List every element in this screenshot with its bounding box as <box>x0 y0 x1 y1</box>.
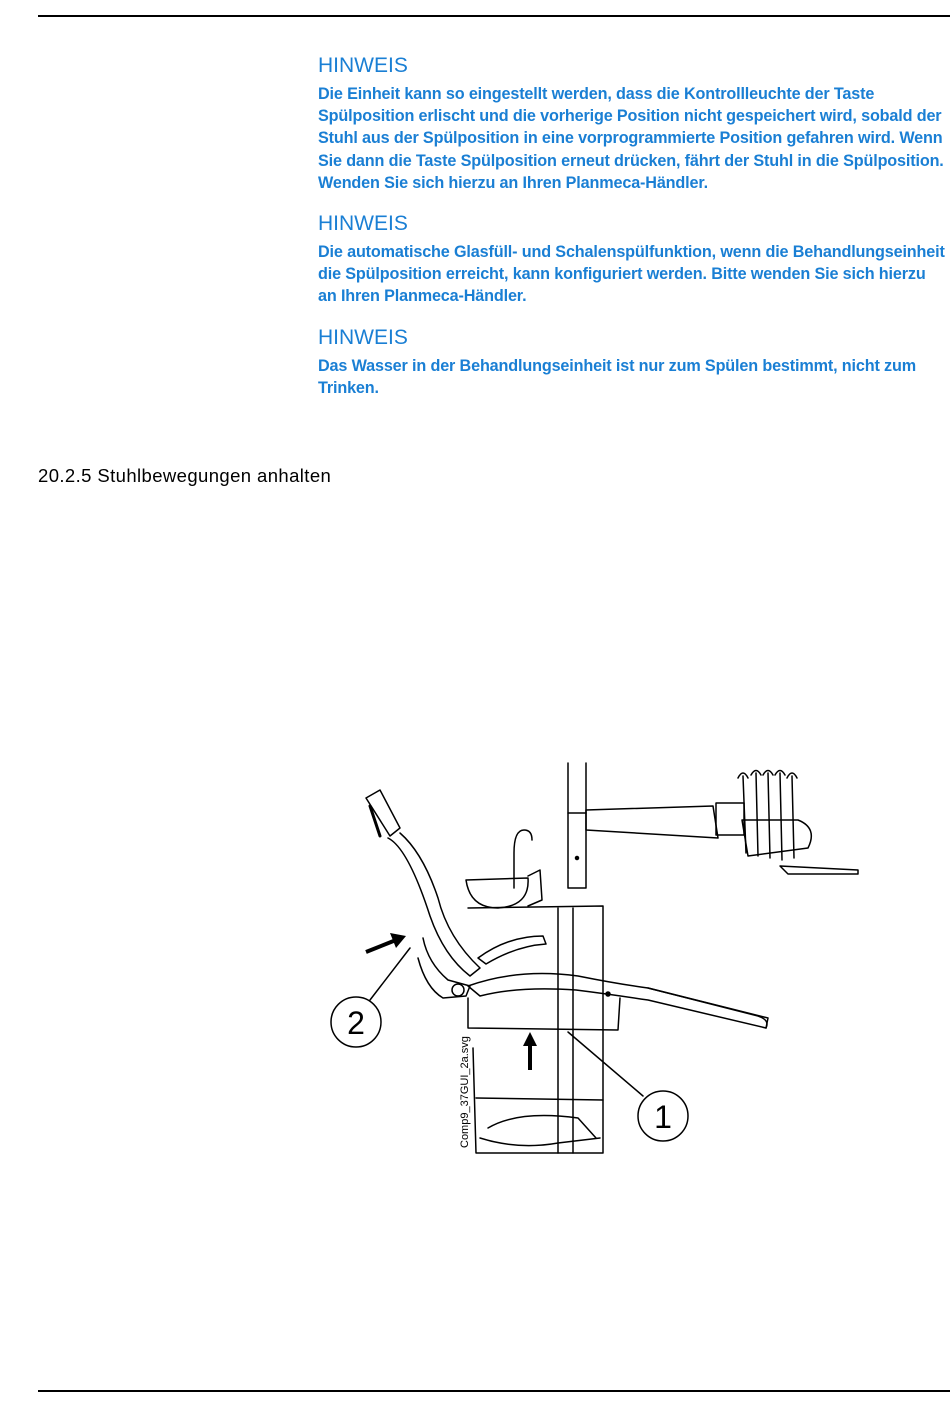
spittoon-mount <box>528 870 542 906</box>
note-text: Das Wasser in der Behandlungseinheit ist nur zum Spülen bestimmt, nicht zum Trinken. <box>318 356 916 397</box>
holder-block <box>716 803 744 835</box>
instrument-hoses <box>743 773 794 860</box>
seat-indicator <box>606 992 610 996</box>
arrow-seat-head <box>523 1032 537 1046</box>
bottom-rule <box>38 1390 950 1392</box>
spittoon-bowl <box>466 878 528 908</box>
seat-base <box>468 998 620 1030</box>
tray-plate <box>780 866 858 874</box>
note-title: HINWEIS <box>318 325 408 349</box>
callout-line-1 <box>568 1032 643 1096</box>
backrest <box>388 833 480 976</box>
note-1 <box>318 52 946 194</box>
dental-chair-figure <box>318 758 878 1158</box>
note-2 <box>318 210 946 308</box>
note-title: HINWEIS <box>318 212 408 236</box>
top-rule <box>38 15 950 17</box>
headrest-pad <box>370 806 380 836</box>
water-faucet <box>514 830 532 888</box>
callout-label-1: 1 <box>654 1099 672 1135</box>
note-text: Die automatische Glasfüll- und Schalenspülfunktion, wenn die Behandlungseinheit die Spülposition erreicht, kann konfiguriert werden. Bitte wenden Sie sich hierzu an Ihren Planmeca-Händler. <box>318 243 945 306</box>
base-plate <box>476 1098 603 1146</box>
notes-block <box>318 52 946 415</box>
callout-line-2 <box>370 948 410 1000</box>
callout-label-2: 2 <box>347 1005 365 1041</box>
note-title: HINWEIS <box>318 54 408 77</box>
armrest <box>478 936 546 964</box>
note-3 <box>318 324 946 399</box>
instrument-holder <box>742 820 811 856</box>
delivery-arm <box>586 806 718 838</box>
section-heading: 20.2.5 Stuhlbewegungen anhalten <box>38 465 332 486</box>
arrow-backrest-shaft <box>366 940 396 952</box>
figure-file-label: Comp9_37GUI_2a.svg <box>459 1036 471 1148</box>
pole-column <box>568 813 586 888</box>
dental-chair-illustration <box>318 758 878 1158</box>
leg-rest <box>648 988 767 1028</box>
pole-dot <box>576 857 579 860</box>
base-foot <box>488 1116 596 1138</box>
note-text: Die Einheit kann so eingestellt werden, dass die Kontrollleuchte der Taste Spülposition erlischt und die vorherige Position nicht gespeichert wird, sobald der Stuhl aus der Spülposition in eine vorprogrammierte Position gefahren wird. Wenn Sie dann die Taste Spülposition erneut drücken, fährt der Stuhl in die Spülposition. Wenden Sie sich hierzu an Ihren Planmeca-Händler. <box>318 85 944 192</box>
backrest-joint <box>452 984 464 996</box>
